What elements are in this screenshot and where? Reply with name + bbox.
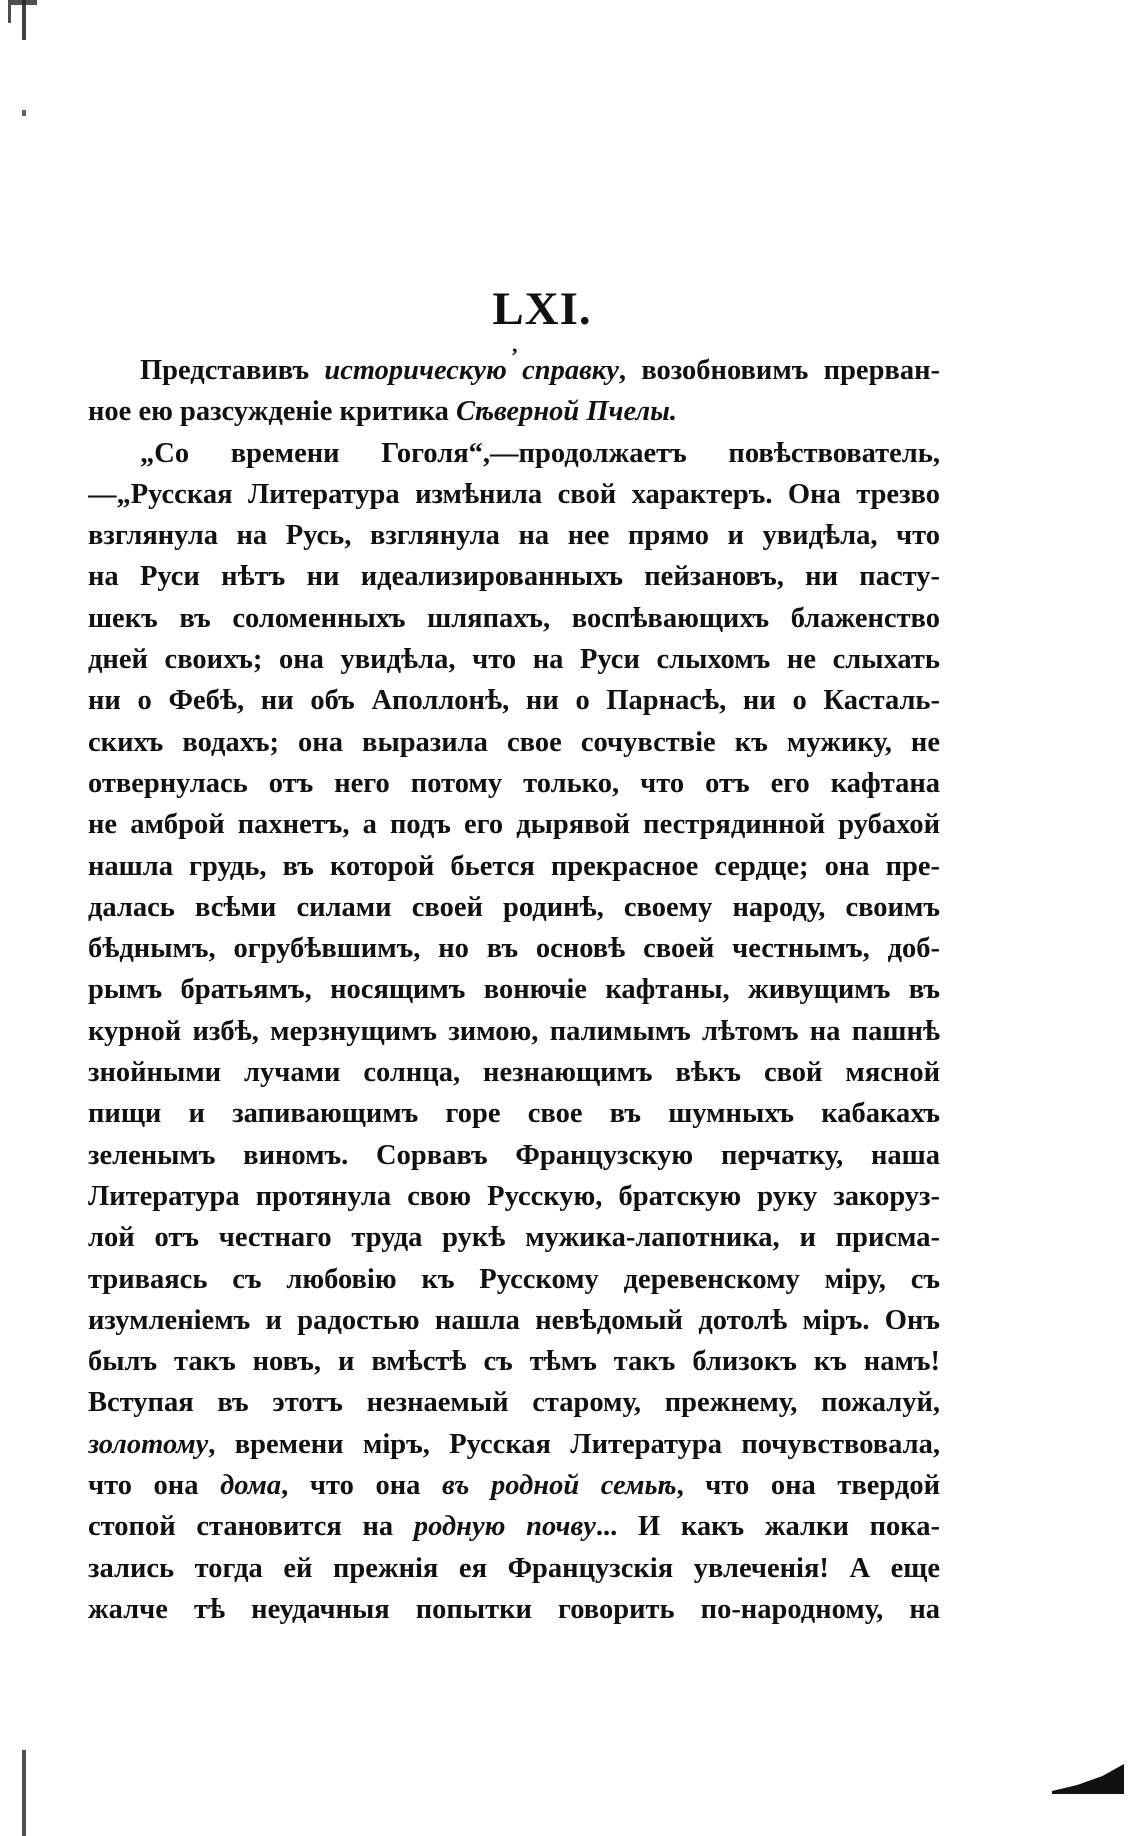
text-segment: Литература протянула свою Русскую, братскую руку закоруз- <box>88 1180 940 1212</box>
text-line <box>88 639 940 680</box>
chapter-heading: LXI. <box>492 283 592 335</box>
text-line <box>88 1589 940 1630</box>
text-segment: рымъ братьямъ, носящимъ вонючіе кафтаны, живущимъ въ <box>88 974 940 1006</box>
italic-segment: родную почву <box>413 1511 596 1543</box>
text-segment: , что она <box>281 1470 442 1502</box>
text-line <box>88 1506 940 1547</box>
text-segment: , возобновимъ прерван- <box>618 355 940 386</box>
text-line <box>88 1382 940 1423</box>
text-segment: пищи и запивающимъ горе свое въ шумныхъ кабакахъ <box>88 1098 940 1130</box>
ink-blot-mark <box>1052 1764 1124 1794</box>
text-segment: лой отъ честнаго труда рукѣ мужика-лапотника, и присма- <box>88 1222 940 1254</box>
text-line <box>88 680 940 721</box>
text-segment: отвернулась отъ него потому только, что отъ его кафтана <box>88 767 940 799</box>
scan-binding-edge <box>22 0 26 1836</box>
text-segment: ни о Фебѣ, ни объ Аполлонѣ, ни о Парнасѣ, ни о Касталь- <box>88 685 940 717</box>
text-segment: Представивъ <box>140 355 325 386</box>
text-line <box>88 1135 940 1176</box>
text-segment: Вступая въ этотъ незнаемый старому, прежнему, пожалуй, <box>88 1387 940 1419</box>
text-line <box>88 969 940 1010</box>
text-line <box>88 1300 940 1341</box>
text-segment: ное ею разсужденіе критика <box>88 396 457 428</box>
text-line <box>88 598 940 639</box>
text-line <box>88 1093 940 1134</box>
text-segment: бѣднымъ, огрубѣвшимъ, но въ основѣ своей честнымъ, доб- <box>88 933 940 965</box>
text-segment: зались тогда ей прежнія ея Французскія увлеченія! А еще <box>88 1552 940 1584</box>
text-segment: что она <box>88 1470 221 1502</box>
text-segment: „Со времени Гоголя“,—продолжаетъ повѣствователь, <box>140 437 940 469</box>
text-line <box>88 1424 940 1465</box>
italic-segment: дома <box>220 1470 282 1502</box>
text-segment: курной избѣ, мерзнущимъ зимою, палимымъ лѣтомъ на пашнѣ <box>88 1015 940 1047</box>
text-line <box>88 763 940 804</box>
text-segment: —„Русская Литература измѣнила свой характеръ. Она трезво <box>88 478 940 510</box>
text-line <box>88 1465 940 1506</box>
text-line <box>88 1341 940 1382</box>
italic-segment: Сѣверной Пчелы. <box>456 396 677 428</box>
text-line <box>88 1259 940 1300</box>
text-line <box>88 474 940 515</box>
text-segment: дней своихъ; она увидѣла, что на Руси слыхомъ не слыхать <box>88 644 940 676</box>
text-segment: стопой становится на <box>88 1511 414 1543</box>
text-line <box>88 1176 940 1217</box>
text-line <box>88 1217 940 1258</box>
text-line <box>88 887 940 928</box>
text-segment: изумленіемъ и радостью нашла невѣдомый дотолѣ міръ. Онъ <box>88 1304 940 1336</box>
text-segment: былъ такъ новъ, и вмѣстѣ съ тѣмъ такъ близокъ къ намъ! <box>88 1346 940 1378</box>
text-line <box>88 391 940 432</box>
text-line <box>88 1011 940 1052</box>
italic-segment: золотому <box>88 1428 209 1460</box>
text-segment: не амброй пахнетъ, а подъ его дырявой пестрядинной рубахой <box>88 809 940 841</box>
text-line <box>88 928 940 969</box>
text-line <box>88 1548 940 1589</box>
text-line <box>88 515 940 556</box>
heading-tick-mark: , <box>512 332 518 357</box>
text-segment: на Руси нѣтъ ни идеализированныхъ пейзановъ, ни пасту- <box>88 561 940 593</box>
text-line <box>88 722 940 763</box>
text-segment: зеленымъ виномъ. Сорвавъ Французскую перчатку, наша <box>88 1139 940 1171</box>
text-segment: триваясь съ любовію къ Русскому деревенскому міру, съ <box>88 1263 940 1295</box>
text-line <box>88 556 940 597</box>
text-segment: ... И какъ жалки пока- <box>595 1511 940 1543</box>
text-segment: далась всѣми силами своей родинѣ, своему народу, своимъ <box>88 891 940 923</box>
text-segment: , времени міръ, Русская Литература почувствовала, <box>208 1428 940 1460</box>
text-segment: жалче тѣ неудачныя попытки говорить по-народному, на <box>88 1593 940 1625</box>
text-line <box>88 1052 940 1093</box>
text-segment: , что она твердой <box>676 1470 940 1502</box>
text-line <box>88 350 940 391</box>
text-segment: шекъ въ соломенныхъ шляпахъ, воспѣвающихъ блаженство <box>88 602 940 634</box>
text-segment: взглянула на Русь, взглянула на нее прямо и увидѣла, что <box>88 520 940 552</box>
text-line <box>88 433 940 474</box>
text-segment: скихъ водахъ; она выразила свое сочувствіе къ мужику, не <box>88 726 940 758</box>
italic-segment: историческую справку <box>324 355 619 386</box>
text-line <box>88 846 940 887</box>
italic-segment: въ родной семьѣ <box>442 1470 677 1502</box>
text-segment: нашла грудь, въ которой бьется прекрасное сердце; она пре- <box>88 850 940 882</box>
text-line <box>88 804 940 845</box>
text-segment: знойными лучами солнца, незнающимъ вѣкъ свой мясной <box>88 1057 940 1089</box>
body-text <box>88 350 940 1630</box>
